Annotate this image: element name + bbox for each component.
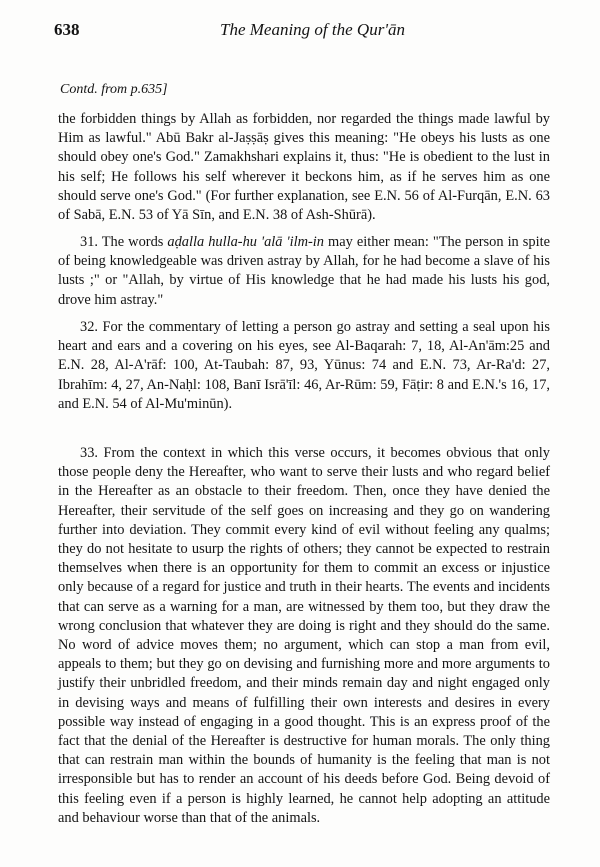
paragraph-text	[58, 233, 550, 310]
note-33-paragraph	[58, 444, 550, 828]
note-31-paragraph	[58, 233, 550, 310]
page-number: 638	[54, 20, 80, 39]
running-header-title: The Meaning of the Qur'ān	[220, 20, 405, 39]
arabic-phrase: aḍalla hulla-hu 'alā 'ilm-in	[167, 234, 324, 250]
note-32-paragraph	[58, 318, 550, 414]
note-31-rest: may either mean: "The person in spite of being knowledgeable was driven astray by Allah, for he had become a slave of his lusts ;" or "Allah, by virtue of His knowledge that he had made his lusts his god, drove him astray."	[58, 234, 550, 308]
note-continuation-paragraph	[58, 110, 550, 225]
paragraph-text: the forbidden things by Allah as forbidden, nor regarded the things made lawful by Him as lawful." Abū Bakr al-Jaṣṣāṣ gives this meaning: "He obeys his lusts as one should obey one's God." Zamakhshari explains it, thus: "He is obedient to the lust in his self; He follows his self wherever it beckons him, as if he serves him as one should serve one's God." (For further explanation, see E.N. 56 of Al-Furqān, E.N. 63 of Sabā, E.N. 53 of Yā Sīn, and E.N. 38 of Ash-Shūrā).	[58, 111, 550, 224]
paragraph-text: 32. For the commentary of letting a person go astray and setting a seal upon his heart and ears and a covering on his eyes, see Al-Baqarah: 7, 18, Al-An'ām:25 and E.N. 28, Al-A'rāf: 100, At-Taubah: 87, 93, Yūnus: 74 and E.N. 73, Ar-Ra'd: 27, Ibrahīm: 4, 27, An-Naḥl: 108, Banī Isrā'īl: 46, Ar-Rūm: 59, Fāṭir: 8 and E.N.'s 16, 17, and E.N. 54 of Al-Mu'minūn).	[58, 319, 550, 412]
continued-note: Contd. from p.635]	[60, 82, 168, 97]
paragraph-text: 33. From the context in which this verse occurs, it becomes obvious that only those people deny the Hereafter, who want to serve their lusts and who regard belief in the Hereafter as an obstacle to their freedom. Then, once they have denied the Hereafter, their servitude of the self goes on increasing and they go on wandering further into deviation. They commit every kind of evil without feeling any qualms; they do not hesitate to usurp the rights of others; they cannot be expected to restrain themselves when there is an opportunity for them to commit an excess or injustice only because of a regard for justice and truth in their hearts. The events and incidents that can serve as a warning for a man, are witnessed by them too, but they draw the wrong conclusion that whatever they are doing is right and they should do the same. No word of advice moves them; no argument, which can stop a man from evil, appeals to them; but they go on devising and furnishing more and more arguments to justify their unbridled freedom, and their minds remain day and night engaged only in devising ways and means of fulfilling their own interests and desires in every possible way instead of engaging in a good thought. This is an express proof of the fact that the denial of the Hereafter is destructive for human morals. The only thing that can restrain man within the bounds of humanity is the feeling that man is not irresponsible but has to render an account of his deeds before God. Being devoid of this feeling even if a person is highly learned, he cannot help adopting an attitude and behaviour worse than that of the animals.	[58, 445, 550, 826]
note-31-lead: 31. The words	[80, 234, 168, 250]
